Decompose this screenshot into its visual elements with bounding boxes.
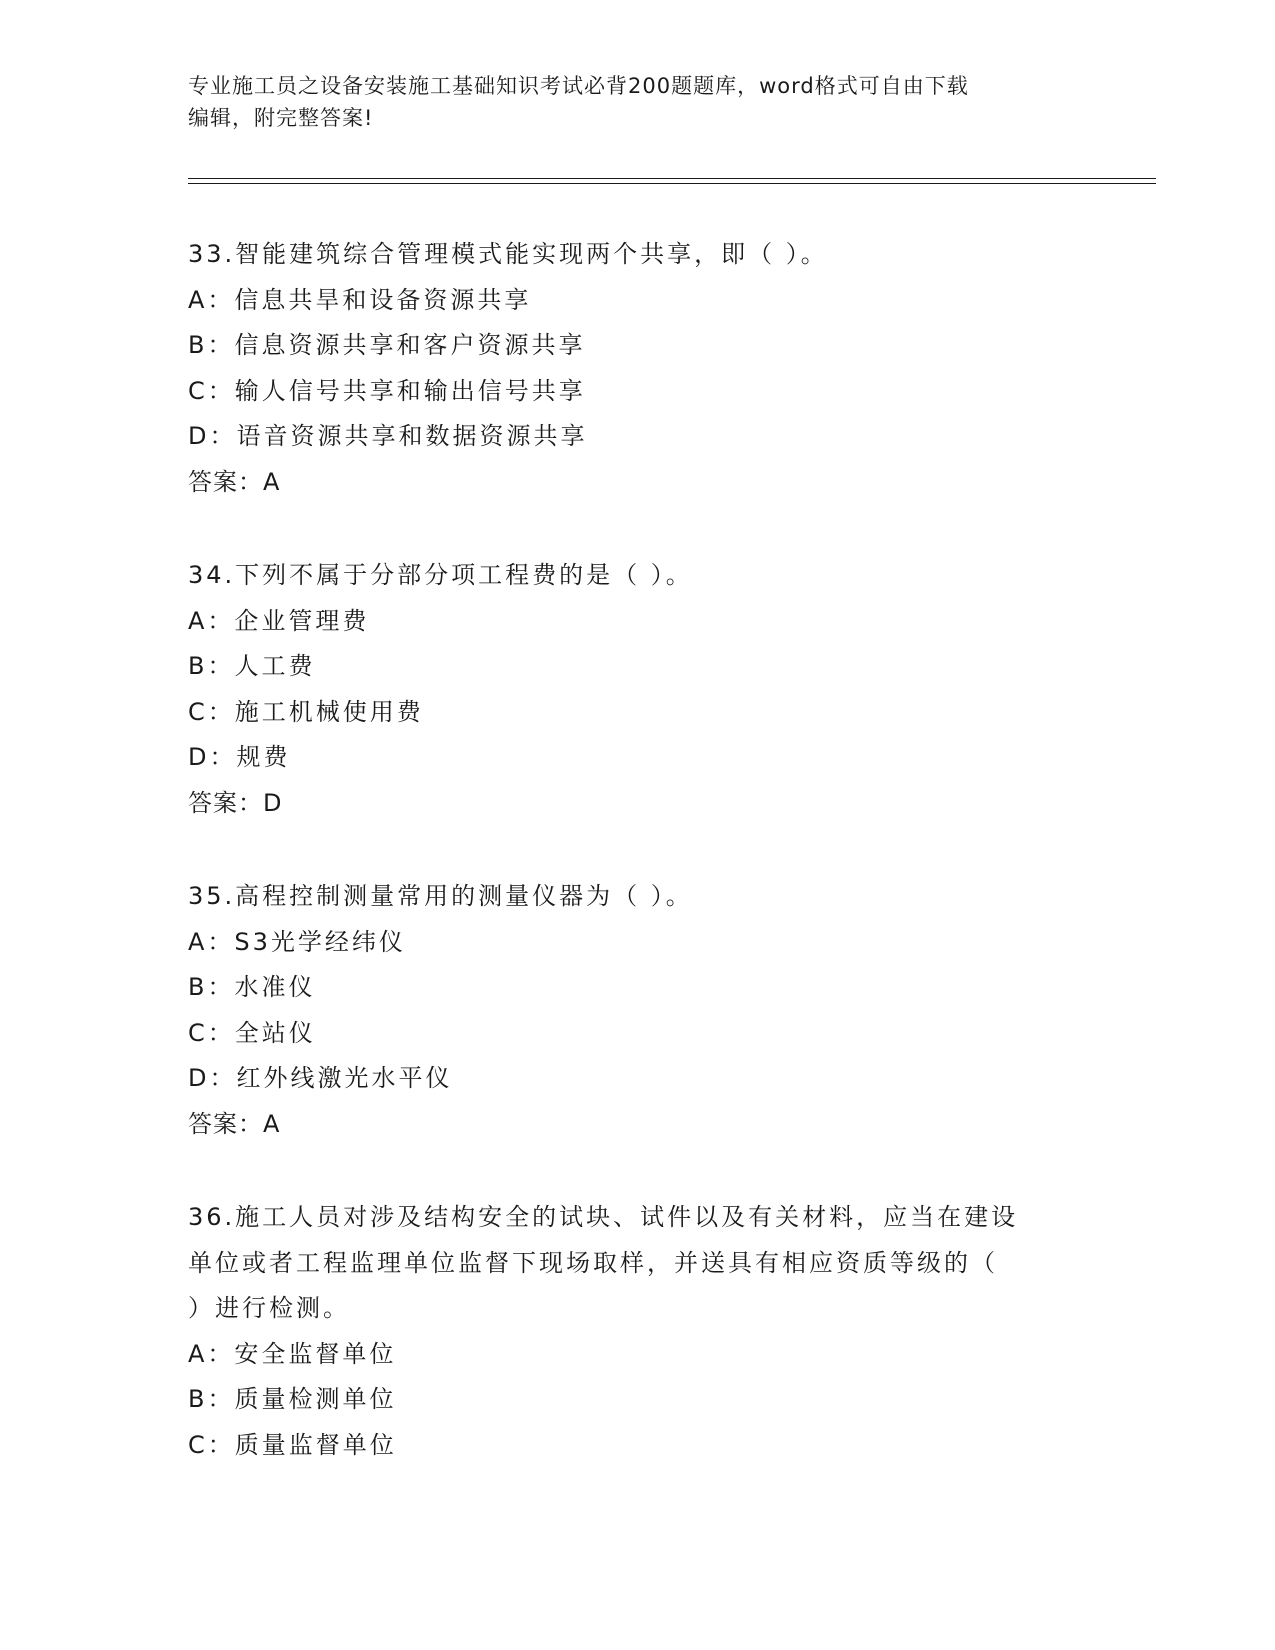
question-33 xyxy=(188,232,1088,505)
option-d: D：语音资源共享和数据资源共享 xyxy=(188,422,588,450)
question-stem xyxy=(188,553,1088,599)
document-header xyxy=(188,70,1088,134)
option-a: A：企业管理费 xyxy=(188,606,370,635)
option-c: C：质量监督单位 xyxy=(188,1430,397,1459)
question-36 xyxy=(188,1195,1088,1468)
question-stem xyxy=(188,232,1088,278)
question-35 xyxy=(188,874,1088,1147)
answer: 答案：A xyxy=(188,1109,281,1138)
option-b: B：质量检测单位 xyxy=(188,1385,397,1413)
option-d: D：红外线激光水平仪 xyxy=(188,1064,453,1092)
stem-line: 34.下列不属于分部分项工程费的是（ ）。 xyxy=(188,561,693,589)
question-stem xyxy=(188,874,1088,920)
header-divider-top xyxy=(188,178,1156,179)
stem-line: 35.高程控制测量常用的测量仪器为（ ）。 xyxy=(188,882,693,910)
header-divider-bottom xyxy=(188,183,1156,184)
option-c: C：全站仪 xyxy=(188,1018,316,1047)
option-a: A：信息共旱和设备资源共享 xyxy=(188,285,532,314)
header-line-2: 编辑，附完整答案! xyxy=(188,106,374,130)
option-b: B：信息资源共享和客户资源共享 xyxy=(188,331,586,359)
option-a: A：安全监督单位 xyxy=(188,1339,397,1368)
option-d: D：规费 xyxy=(188,743,291,771)
answer: 答案：D xyxy=(188,788,283,817)
option-a: A：S3光学经纬仪 xyxy=(188,927,406,956)
stem-line: ）进行检测。 xyxy=(188,1294,350,1322)
option-b: B：人工费 xyxy=(188,652,316,680)
question-34 xyxy=(188,553,1088,826)
stem-line: 36.施工人员对涉及结构安全的试块、试件以及有关材料，应当在建设 xyxy=(188,1203,1019,1231)
stem-line: 33.智能建筑综合管理模式能实现两个共享，即（ ）。 xyxy=(188,240,828,268)
question-list xyxy=(188,232,1088,1516)
question-stem xyxy=(188,1195,1088,1332)
stem-line: 单位或者工程监理单位监督下现场取样，并送具有相应资质等级的（ xyxy=(188,1248,998,1277)
answer: 答案：A xyxy=(188,467,281,496)
option-c: C：施工机械使用费 xyxy=(188,697,424,726)
option-c: C：输人信号共享和输出信号共享 xyxy=(188,376,586,405)
option-b: B：水准仪 xyxy=(188,973,316,1001)
header-line-1: 专业施工员之设备安装施工基础知识考试必背200题题库，word格式可自由下载 xyxy=(188,74,969,98)
